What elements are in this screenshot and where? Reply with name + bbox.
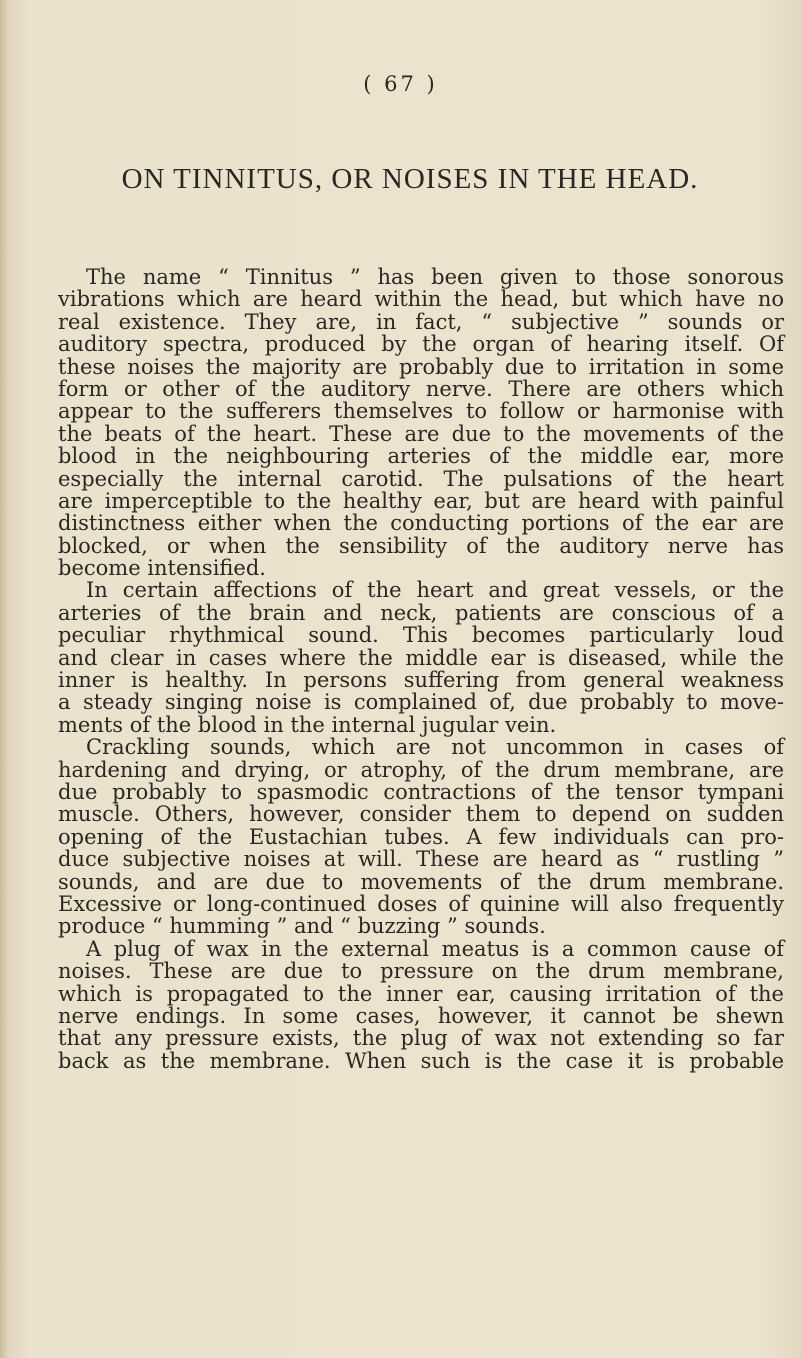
text-line: opening of the Eustachian tubes. A few individuals can pro- <box>58 824 784 849</box>
text-line: form or other of the auditory nerve. There are others which <box>58 376 784 401</box>
text-line: become intensified. <box>58 556 266 581</box>
text-line: auditory spectra, produced by the organ of hearing itself. Of <box>58 332 784 357</box>
text-line: especially the internal carotid. The pulsations of the heart <box>58 466 784 491</box>
chapter-title: ON TINNITUS, OR NOISES IN THE HEAD. <box>121 163 699 195</box>
text-line: sounds, and are due to movements of the drum membrane. <box>58 869 784 894</box>
text-line: these noises the majority are probably due to irritation in some <box>58 354 784 379</box>
text-line: blocked, or when the sensibility of the auditory nerve has <box>58 533 784 558</box>
text-line: hardening and drying, or atrophy, of the drum membrane, are <box>58 757 784 782</box>
text-line: muscle. Others, however, consider them to depend on sudden <box>58 802 784 827</box>
text-line: peculiar rhythmical sound. This becomes particularly loud <box>58 623 784 648</box>
text-line: inner is healthy. In persons suffering from general weakness <box>58 668 784 693</box>
text-line: and clear in cases where the middle ear is diseased, while the <box>58 645 784 670</box>
text-line: back as the membrane. When such is the case it is probable <box>58 1048 784 1073</box>
text-line: Excessive or long-continued doses of quinine will also frequently <box>58 891 784 916</box>
text-line: the beats of the heart. These are due to the movements of the <box>58 421 784 446</box>
text-line: noises. These are due to pressure on the drum membrane, <box>58 959 784 984</box>
text-line: A plug of wax in the external meatus is a common cause of <box>86 936 784 961</box>
text-line: vibrations which are heard within the head, but which have no <box>58 287 784 312</box>
body-text <box>58 266 784 1072</box>
text-line: Crackling sounds, which are not uncommon in cases of <box>86 735 784 760</box>
text-line: duce subjective noises at will. These are heard as “ rustling ” <box>58 847 784 872</box>
text-line: a steady singing noise is complained of, due probably to move- <box>58 690 784 715</box>
text-line: due probably to spasmodic contractions of the tensor tympani <box>58 779 784 804</box>
text-line: that any pressure exists, the plug of wax not extending so far <box>58 1026 784 1051</box>
text-line: The name “ Tinnitus ” has been given to those sonorous <box>86 265 784 289</box>
text-line: appear to the sufferers themselves to follow or harmonise with <box>58 399 784 424</box>
text-line: which is propagated to the inner ear, causing irritation of the <box>58 981 784 1006</box>
text-line: are imperceptible to the healthy ear, but are heard with painful <box>58 488 784 513</box>
text-line: real existence. They are, in fact, “ subjective ” sounds or <box>58 309 784 334</box>
text-line: ments of the blood in the internal jugular vein. <box>58 712 557 737</box>
text-line: arteries of the brain and neck, patients are conscious of a <box>58 600 784 625</box>
page-number: ( 67 ) <box>363 72 438 96</box>
text-line: produce “ humming ” and “ buzzing ” sounds. <box>58 914 546 939</box>
text-line: distinctness either when the conducting portions of the ear are <box>58 511 784 536</box>
text-line: nerve endings. In some cases, however, it cannot be shewn <box>58 1003 784 1028</box>
text-line: blood in the neighbouring arteries of the middle ear, more <box>58 444 784 469</box>
page-spine-shadow <box>0 0 8 1358</box>
text-line: In certain affections of the heart and great vessels, or the <box>86 578 784 603</box>
